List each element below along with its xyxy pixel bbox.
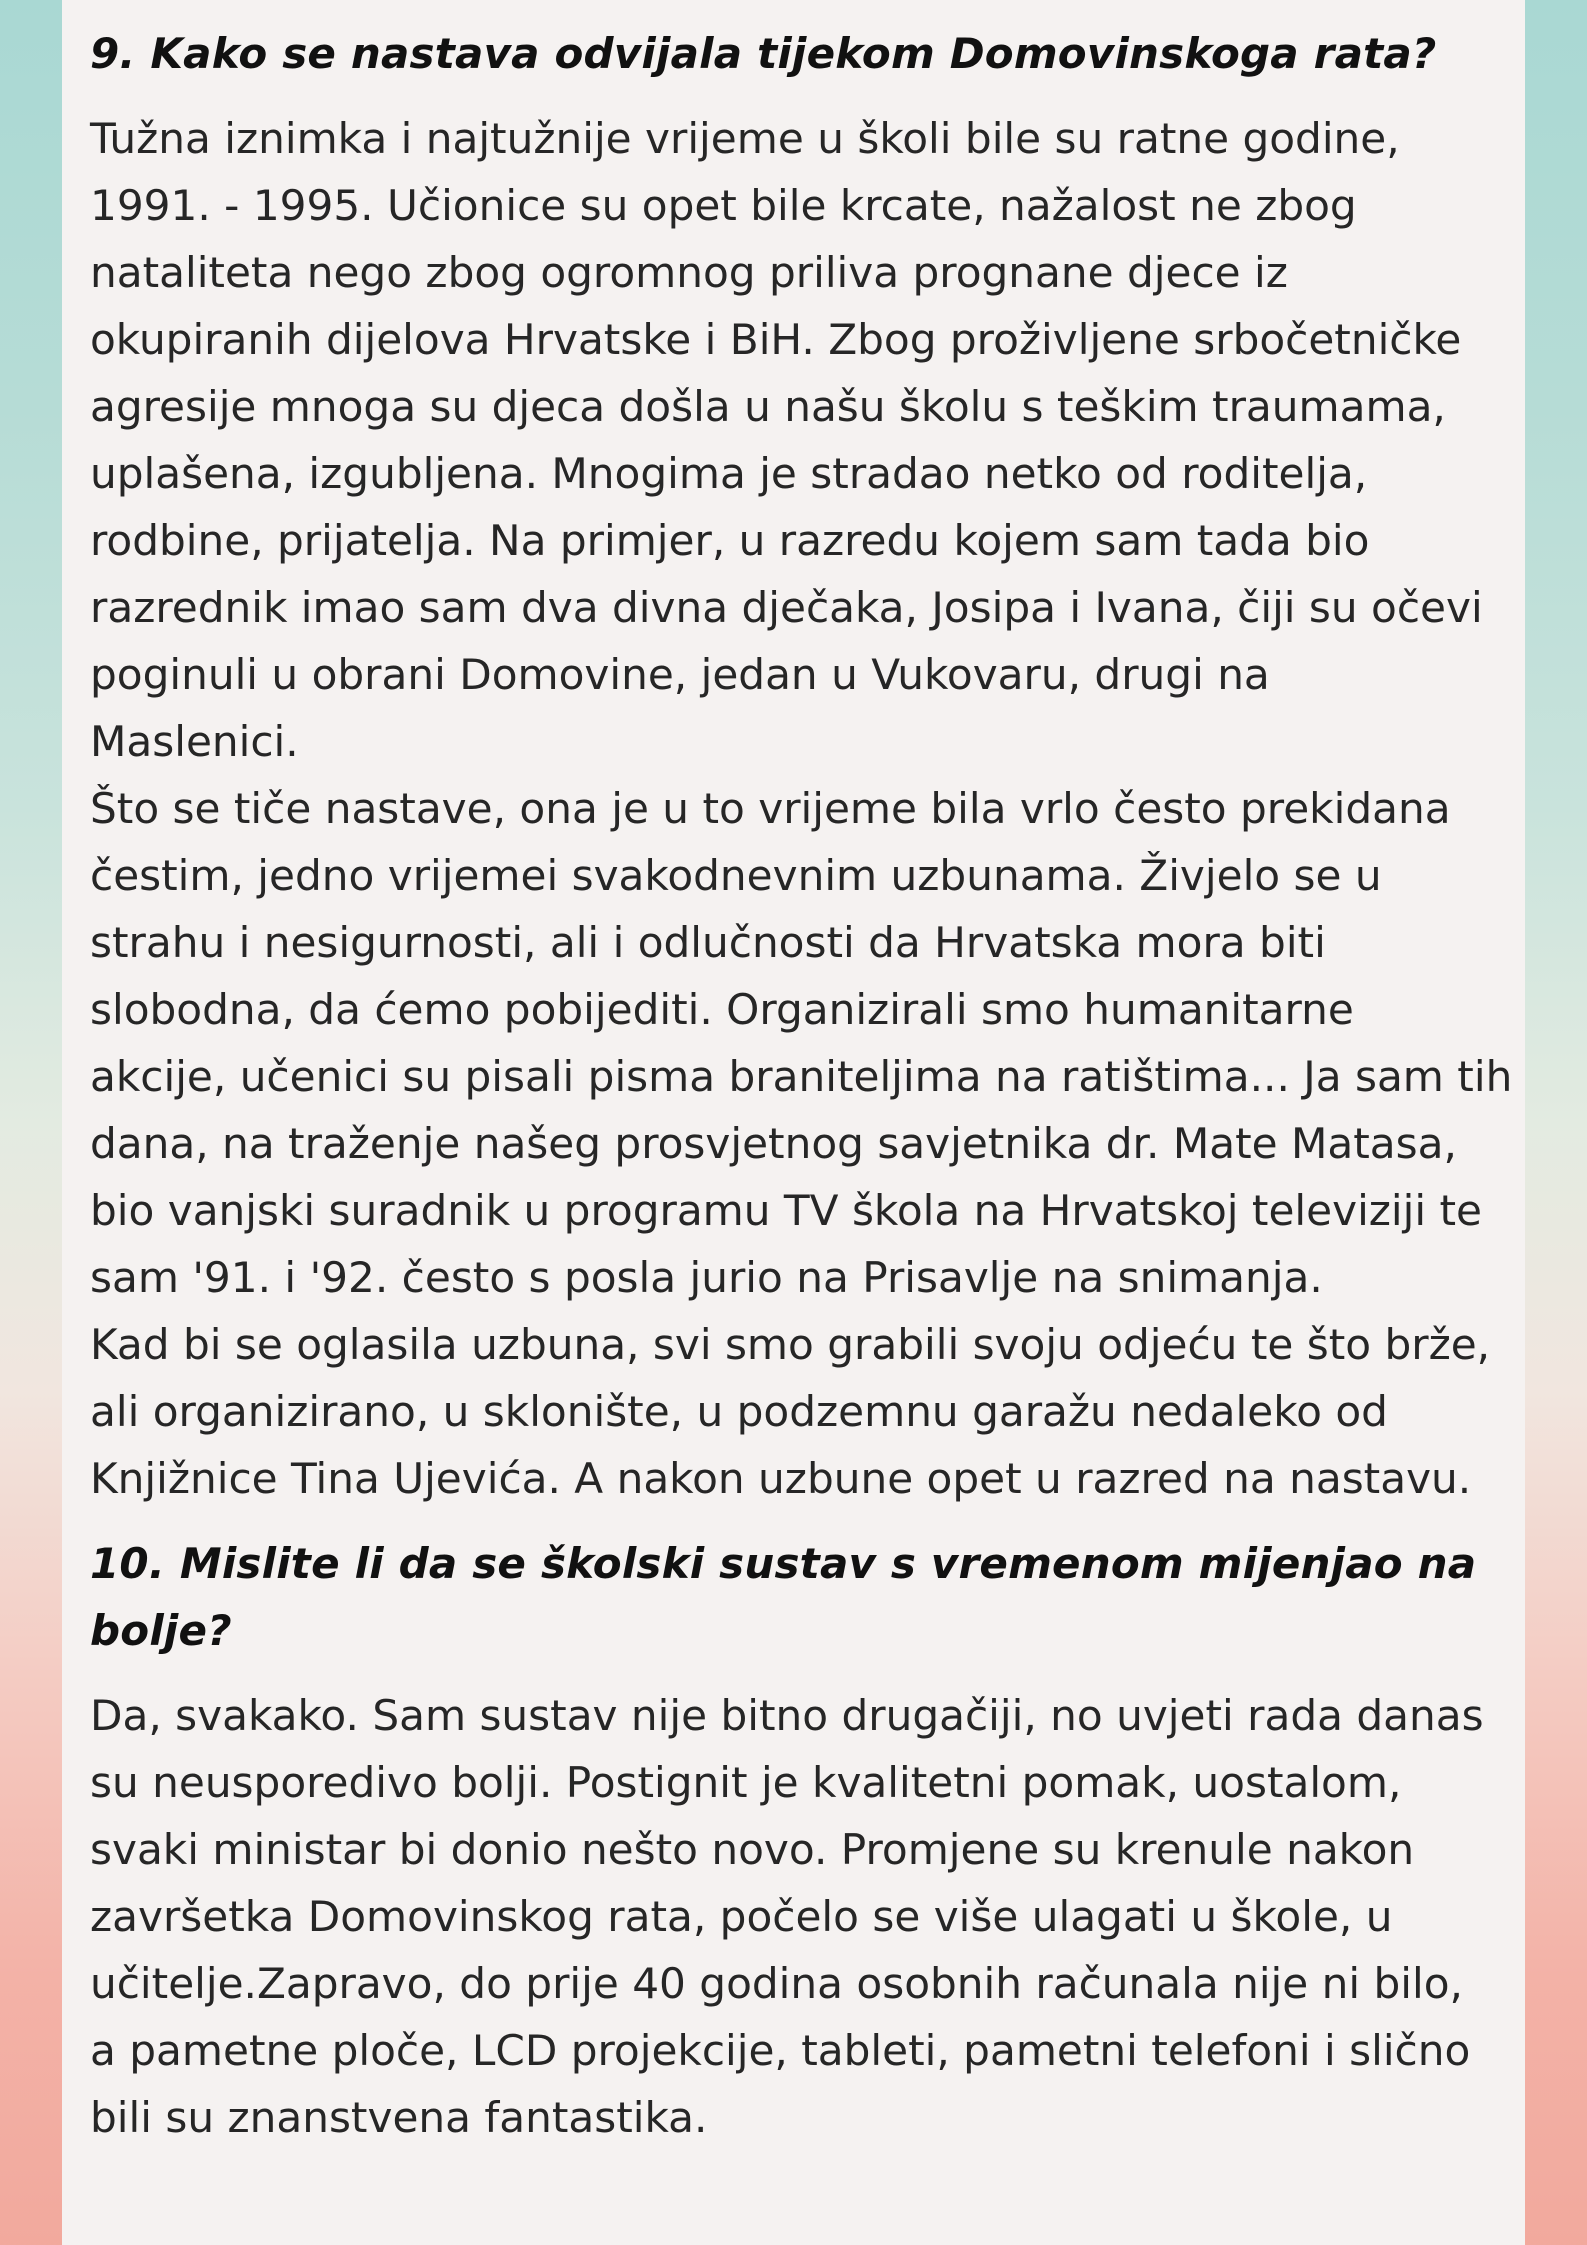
answer-9-line: agresije mnoga su djeca došla u našu školu s teškim traumama, [90, 382, 1446, 431]
answer-9-line: Što se tiče nastave, ona je u to vrijeme bila vrlo često prekidana [90, 784, 1451, 833]
answer-9-line: bio vanjski suradnik u programu TV škola na Hrvatskoj televiziji te [90, 1186, 1483, 1235]
answer-9-line: Tužna iznimka i najtužnije vrijeme u školi bile su ratne godine, [90, 114, 1400, 163]
answer-9-line: sam '91. i '92. često s posla jurio na Prisavlje na snimanja. [90, 1253, 1323, 1302]
answer-10-line: Da, svakako. Sam sustav nije bitno drugačiji, no uvjeti rada danas [90, 1691, 1484, 1740]
answer-9-line: Kad bi se oglasila uzbuna, svi smo grabili svoju odjeću te što brže, [90, 1320, 1491, 1369]
question-10-line: bolje? [90, 1606, 232, 1655]
answer-9-line: okupiranih dijelova Hrvatske i BiH. Zbog proživljene srbočetničke [90, 315, 1462, 364]
answer-9-line: ali organizirano, u sklonište, u podzemnu garažu nedaleko od [90, 1387, 1388, 1436]
question-10-line: 10. Mislite li da se školski sustav s vremenom mijenjao na [90, 1539, 1477, 1588]
answer-9-line: čestim, jedno vrijemei svakodnevnim uzbunama. Živjelo se u [90, 851, 1382, 900]
answer-9-line: 1991. - 1995. Učionice su opet bile krcate, nažalost ne zbog [90, 181, 1357, 230]
answer-9-line: strahu i nesigurnosti, ali i odlučnosti da Hrvatska mora biti [90, 918, 1326, 967]
answer-9-line: rodbine, prijatelja. Na primjer, u razredu kojem sam tada bio [90, 516, 1370, 565]
answer-10-line: svaki ministar bi donio nešto novo. Promjene su krenule nakon [90, 1825, 1415, 1874]
document-page [62, 0, 1525, 2245]
answer-9-line: Knjižnice Tina Ujevića. A nakon uzbune opet u razred na nastavu. [90, 1454, 1472, 1503]
answer-10-line: a pametne ploče, LCD projekcije, tableti, pametni telefoni i slično [90, 2026, 1471, 2075]
question-10-heading [90, 1530, 1490, 1664]
answer-9-line: akcije, učenici su pisali pisma braniteljima na ratištima... Ja sam tih [90, 1052, 1513, 1101]
answer-9-line: uplašena, izgubljena. Mnogima je stradao netko od roditelja, [90, 449, 1368, 498]
answer-9-line: poginuli u obrani Domovine, jedan u Vukovaru, drugi na [90, 650, 1270, 699]
answer-10-line: učitelje.Zapravo, do prije 40 godina osobnih računala nije ni bilo, [90, 1959, 1463, 2008]
answer-9-text [90, 105, 1513, 1512]
answer-10-line: bili su znanstvena fantastika. [90, 2093, 708, 2142]
question-9-heading: 9. Kako se nastava odvijala tijekom Domovinskoga rata? [90, 29, 1437, 78]
answer-10-line: su neusporedivo bolji. Postignit je kvalitetni pomak, uostalom, [90, 1758, 1402, 1807]
answer-9-line: razrednik imao sam dva divna dječaka, Josipa i Ivana, čiji su očevi [90, 583, 1483, 632]
answer-9-line: slobodna, da ćemo pobijediti. Organizirali smo humanitarne [90, 985, 1354, 1034]
answer-10-line: završetka Domovinskog rata, počelo se više ulagati u škole, u [90, 1892, 1393, 1941]
answer-9-line: nataliteta nego zbog ogromnog priliva prognane djece iz [90, 248, 1288, 297]
answer-10-text [90, 1682, 1505, 2151]
answer-9-line: dana, na traženje našeg prosvjetnog savjetnika dr. Mate Matasa, [90, 1119, 1457, 1168]
answer-9-line: Maslenici. [90, 717, 299, 766]
